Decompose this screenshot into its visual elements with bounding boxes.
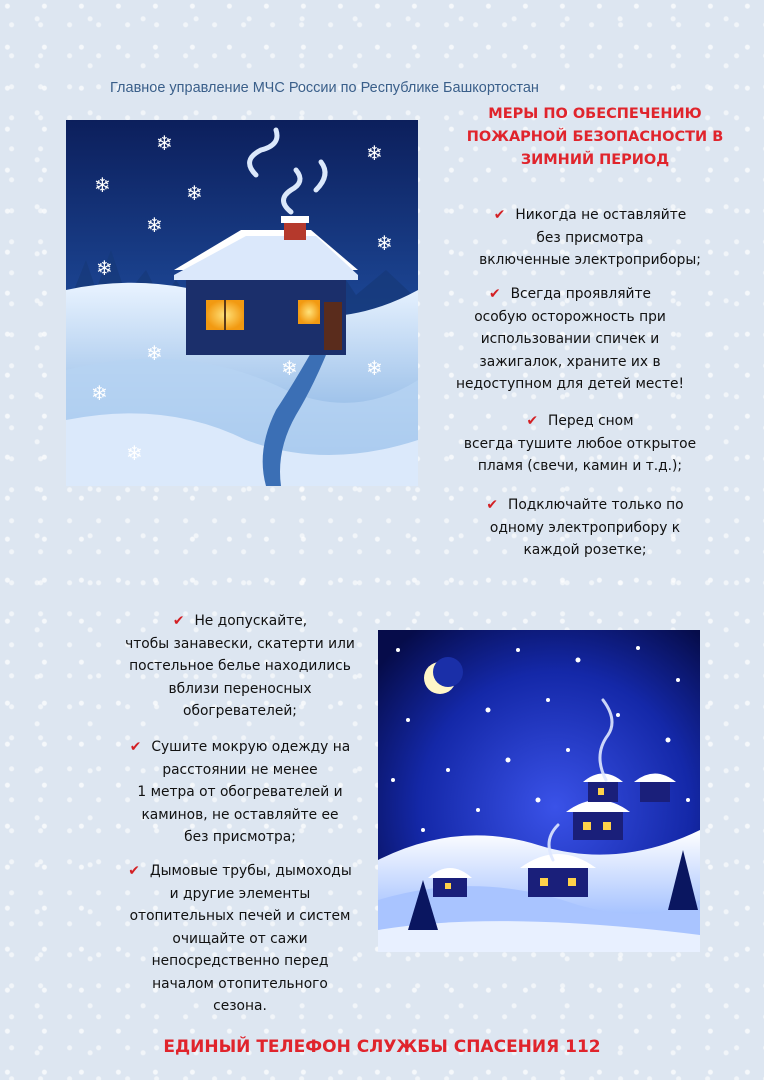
rule-text: Подключайте только по одному электроприбору к каждой розетке; [489, 497, 684, 558]
winter-house-illustration [66, 120, 418, 486]
svg-text:❄: ❄ [366, 356, 383, 380]
rule-item [100, 860, 380, 1018]
svg-text:❄: ❄ [186, 181, 203, 205]
night-village-image [378, 630, 700, 952]
title-line: ПОЖАРНОЙ БЕЗОПАСНОСТИ В [466, 129, 724, 145]
title-line: МЕРЫ ПО ОБЕСПЕЧЕНИЮ [488, 106, 702, 122]
svg-text:❄: ❄ [146, 213, 163, 237]
checkmark-icon: ✔ [129, 739, 142, 755]
organization-header: Главное управление МЧС России по Республике Башкортостан [110, 80, 539, 96]
checkmark-icon: ✔ [128, 863, 140, 879]
rule-text: Всегда проявляйте особую осторожность при использовании спичек и зажигалок, храните их в недоступном для детей месте! [455, 286, 685, 392]
rule-text: Не допускайте, чтобы занавески, скатерти или постельное белье находились вблизи переносных обогревателей; [125, 613, 355, 719]
svg-text:❄: ❄ [366, 141, 383, 165]
rule-item [100, 610, 380, 723]
svg-text:❄: ❄ [281, 356, 298, 380]
svg-text:❄: ❄ [156, 131, 173, 155]
title-line: ЗИМНИЙ ПЕРИОД [520, 152, 670, 168]
svg-text:❄: ❄ [146, 341, 163, 365]
rule-item [100, 736, 380, 849]
checkmark-icon: ✔ [526, 413, 539, 429]
rule-text: Никогда не оставляйте без присмотра включенные электроприборы; [479, 207, 701, 268]
svg-text:❄: ❄ [126, 441, 143, 465]
rule-item [440, 204, 740, 272]
svg-text:❄: ❄ [94, 173, 111, 197]
rule-text: Дымовые трубы, дымоходы и другие элементы отопительных печей и систем очищайте от сажи непосредственно перед началом отопительного сезона. [129, 863, 352, 1014]
night-village-illustration [378, 630, 700, 952]
page-title [430, 103, 760, 172]
svg-text:❄: ❄ [91, 381, 108, 405]
checkmark-icon: ✔ [489, 286, 501, 302]
rule-item [440, 494, 730, 562]
svg-text:❄: ❄ [376, 231, 393, 255]
rule-item [420, 283, 720, 396]
checkmark-icon: ✔ [486, 497, 498, 513]
checkmark-icon: ✔ [172, 613, 185, 629]
winter-house-image [66, 120, 418, 486]
rule-text: Сушите мокрую одежду на расстоянии не менее 1 метра от обогревателей и каминов, не оставляйте ее без присмотра; [137, 739, 351, 845]
rule-text: Перед сном всегда тушите любое открытое пламя (свечи, камин и т.д.); [463, 413, 697, 474]
rule-item [430, 410, 730, 478]
rescue-phone-footer: ЕДИНЫЙ ТЕЛЕФОН СЛУЖБЫ СПАСЕНИЯ 112 [163, 1037, 601, 1057]
checkmark-icon: ✔ [493, 207, 506, 223]
svg-text:❄: ❄ [96, 256, 113, 280]
